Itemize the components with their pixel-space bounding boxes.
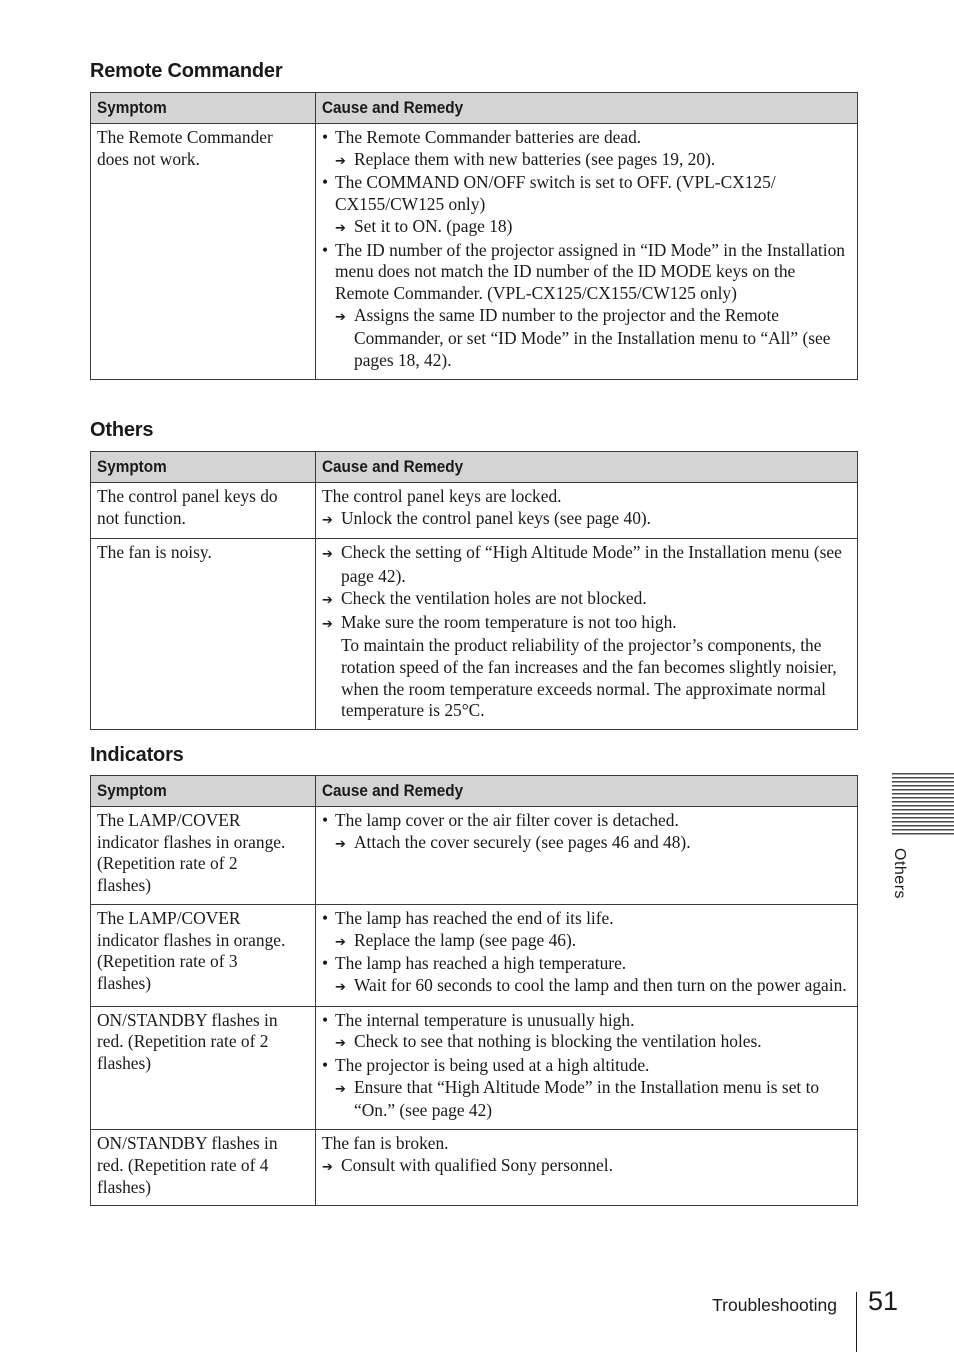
table-header-row — [91, 452, 858, 483]
table-row — [91, 124, 858, 380]
remedy-item: ➔ Check to see that nothing is blocking the ventilation holes. — [322, 1031, 851, 1055]
symptom-cell — [91, 807, 316, 905]
bullet-icon: • — [322, 907, 329, 928]
cause-item: • The lamp has reached the end of its life. — [322, 907, 614, 928]
section-heading-indicators: Indicators — [90, 744, 184, 766]
section-heading-others: Others — [90, 419, 154, 441]
remedy-item: ➔ Set it to ON. (page 18) — [322, 216, 851, 240]
symptom-text: The fan is noisy. — [97, 542, 212, 563]
bullet-icon: • — [322, 810, 329, 830]
cause-remedy-cell — [316, 904, 858, 1006]
symptom-text: flashes) — [97, 875, 152, 896]
arrow-right-icon: ➔ — [335, 1036, 346, 1052]
table-row — [91, 1006, 858, 1130]
symptom-cell — [91, 1006, 316, 1130]
arrow-right-icon: ➔ — [322, 616, 333, 632]
arrow-right-icon: ➔ — [322, 547, 333, 563]
arrow-right-icon: ➔ — [322, 512, 333, 528]
remedy-item: ➔ Replace them with new batteries (see pages 19, 20). — [322, 149, 851, 173]
cause-item: • The COMMAND ON/OFF switch is set to OFF. (VPL-CX125/ CX155/CW125 only) — [322, 172, 776, 215]
symptom-text: flashes) — [97, 972, 152, 993]
symptom-text: red. (Repetition rate of 2 — [97, 1031, 269, 1052]
remedy-item: ➔ Replace the lamp (see page 46). — [322, 930, 851, 954]
cause-item: • The lamp cover or the air filter cover is detached. — [322, 810, 679, 830]
symptom-text: not function. — [97, 507, 186, 528]
remedy-item: ➔ Attach the cover securely (see pages 46 and 48). — [322, 832, 851, 856]
cause-item: • The lamp has reached a high temperature. — [322, 953, 627, 974]
symptom-text: The control panel keys do — [97, 486, 278, 506]
remedy-item: ➔ Consult with qualified Sony personnel. — [322, 1155, 851, 1179]
symptom-text: indicator flashes in orange. — [97, 929, 286, 950]
footer-divider — [856, 1292, 857, 1352]
symptom-text: flashes) — [97, 1176, 152, 1197]
chapter-tab-stripes — [892, 773, 954, 835]
symptom-text: (Repetition rate of 2 — [97, 853, 238, 874]
symptom-cell — [91, 904, 316, 1006]
table-row — [91, 1130, 858, 1206]
page-number: 51 — [868, 1286, 899, 1316]
table-header-row — [91, 93, 858, 124]
remedy-item: ➔ Unlock the control panel keys (see page 40). — [322, 508, 851, 532]
symptom-cell — [91, 1130, 316, 1206]
bullet-icon: • — [322, 239, 329, 260]
symptom-text: ON/STANDBY flashes in — [97, 1009, 278, 1030]
table-row — [91, 539, 858, 730]
remote-commander-table — [90, 92, 858, 380]
cause-remedy-column-header: Cause and Remedy — [316, 776, 858, 807]
arrow-right-icon: ➔ — [335, 1081, 346, 1097]
symptom-text: does not work. — [97, 148, 200, 169]
arrow-right-icon: ➔ — [335, 836, 346, 852]
cause-item: • The ID number of the projector assigned in “ID Mode” in the Installation menu does not match the ID number of the ID MODE keys on the Remote Commander. (VPL-CX125/CX155/CW125 only) — [322, 239, 845, 303]
bullet-icon: • — [322, 172, 329, 193]
bullet-icon: • — [322, 953, 329, 974]
bullet-icon: • — [322, 127, 329, 147]
symptom-cell — [91, 483, 316, 539]
cause-remedy-cell — [316, 1130, 858, 1206]
remedy-item: ➔ Wait for 60 seconds to cool the lamp and then turn on the power again. — [322, 975, 851, 999]
cause-remedy-cell — [316, 124, 858, 380]
symptom-text: red. (Repetition rate of 4 — [97, 1154, 269, 1175]
cause-remedy-cell — [316, 539, 858, 730]
arrow-right-icon: ➔ — [335, 220, 346, 236]
arrow-right-icon: ➔ — [335, 153, 346, 169]
table-row — [91, 904, 858, 1006]
cause-item: • The internal temperature is unusually high. — [322, 1009, 635, 1030]
remedy-item: ➔ Check the setting of “High Altitude Mode” in the Installation menu (see page 42). — [322, 542, 842, 587]
bullet-icon: • — [322, 1055, 329, 1076]
arrow-right-icon: ➔ — [322, 592, 333, 608]
remedy-item: ➔ Make sure the room temperature is not too high. — [322, 612, 851, 636]
cause-remedy-cell — [316, 483, 858, 539]
cause-remedy-column-header: Cause and Remedy — [316, 93, 858, 124]
indicators-table — [90, 775, 858, 1206]
others-table — [90, 451, 858, 730]
symptom-column-header: Symptom — [91, 776, 316, 807]
bullet-icon: • — [322, 1009, 329, 1030]
remedy-item: ➔ Ensure that “High Altitude Mode” in the Installation menu is set to “On.” (see page 42) — [335, 1076, 820, 1121]
cause-remedy-column-header: Cause and Remedy — [316, 452, 858, 483]
symptom-column-header: Symptom — [91, 452, 316, 483]
cause-item: • The Remote Commander batteries are dead. — [322, 127, 642, 147]
symptom-text: The Remote Commander — [97, 127, 273, 147]
symptom-text: The LAMP/COVER — [97, 907, 241, 928]
table-row — [91, 483, 858, 539]
symptom-text: (Repetition rate of 3 — [97, 951, 238, 972]
remedy-item: ➔ Check the ventilation holes are not blocked. — [322, 588, 851, 612]
cause-text: The fan is broken. — [322, 1133, 449, 1154]
symptom-cell — [91, 124, 316, 380]
cause-remedy-cell — [316, 1006, 858, 1130]
arrow-right-icon: ➔ — [335, 309, 346, 325]
cause-item: • The projector is being used at a high altitude. — [322, 1055, 650, 1076]
remedy-item: ➔ Assigns the same ID number to the projector and the Remote Commander, or set “ID Mode” in the Installation menu to “All” (see pages 18, 42). — [335, 304, 831, 371]
chapter-tab-label: Others — [891, 848, 908, 900]
symptom-text: ON/STANDBY flashes in — [97, 1133, 278, 1154]
footer-section-label: Troubleshooting — [712, 1295, 837, 1315]
arrow-right-icon: ➔ — [335, 934, 346, 950]
arrow-right-icon: ➔ — [335, 979, 346, 995]
symptom-text: The LAMP/COVER — [97, 810, 241, 830]
symptom-text: flashes) — [97, 1053, 152, 1074]
table-header-row — [91, 776, 858, 807]
symptom-cell — [91, 539, 316, 730]
symptom-column-header: Symptom — [91, 93, 316, 124]
cause-text: The control panel keys are locked. — [322, 486, 562, 506]
arrow-right-icon: ➔ — [322, 1159, 333, 1175]
symptom-text: indicator flashes in orange. — [97, 831, 286, 852]
cause-remedy-cell — [316, 807, 858, 905]
section-heading-remote-commander: Remote Commander — [90, 60, 283, 82]
remedy-note: To maintain the product reliability of the projector’s components, the rotation speed of the fan increases and the fan becomes slightly noisier, when the room temperature exceeds normal. The approximate normal temperature is 25°C. — [341, 635, 837, 721]
table-row — [91, 807, 858, 905]
